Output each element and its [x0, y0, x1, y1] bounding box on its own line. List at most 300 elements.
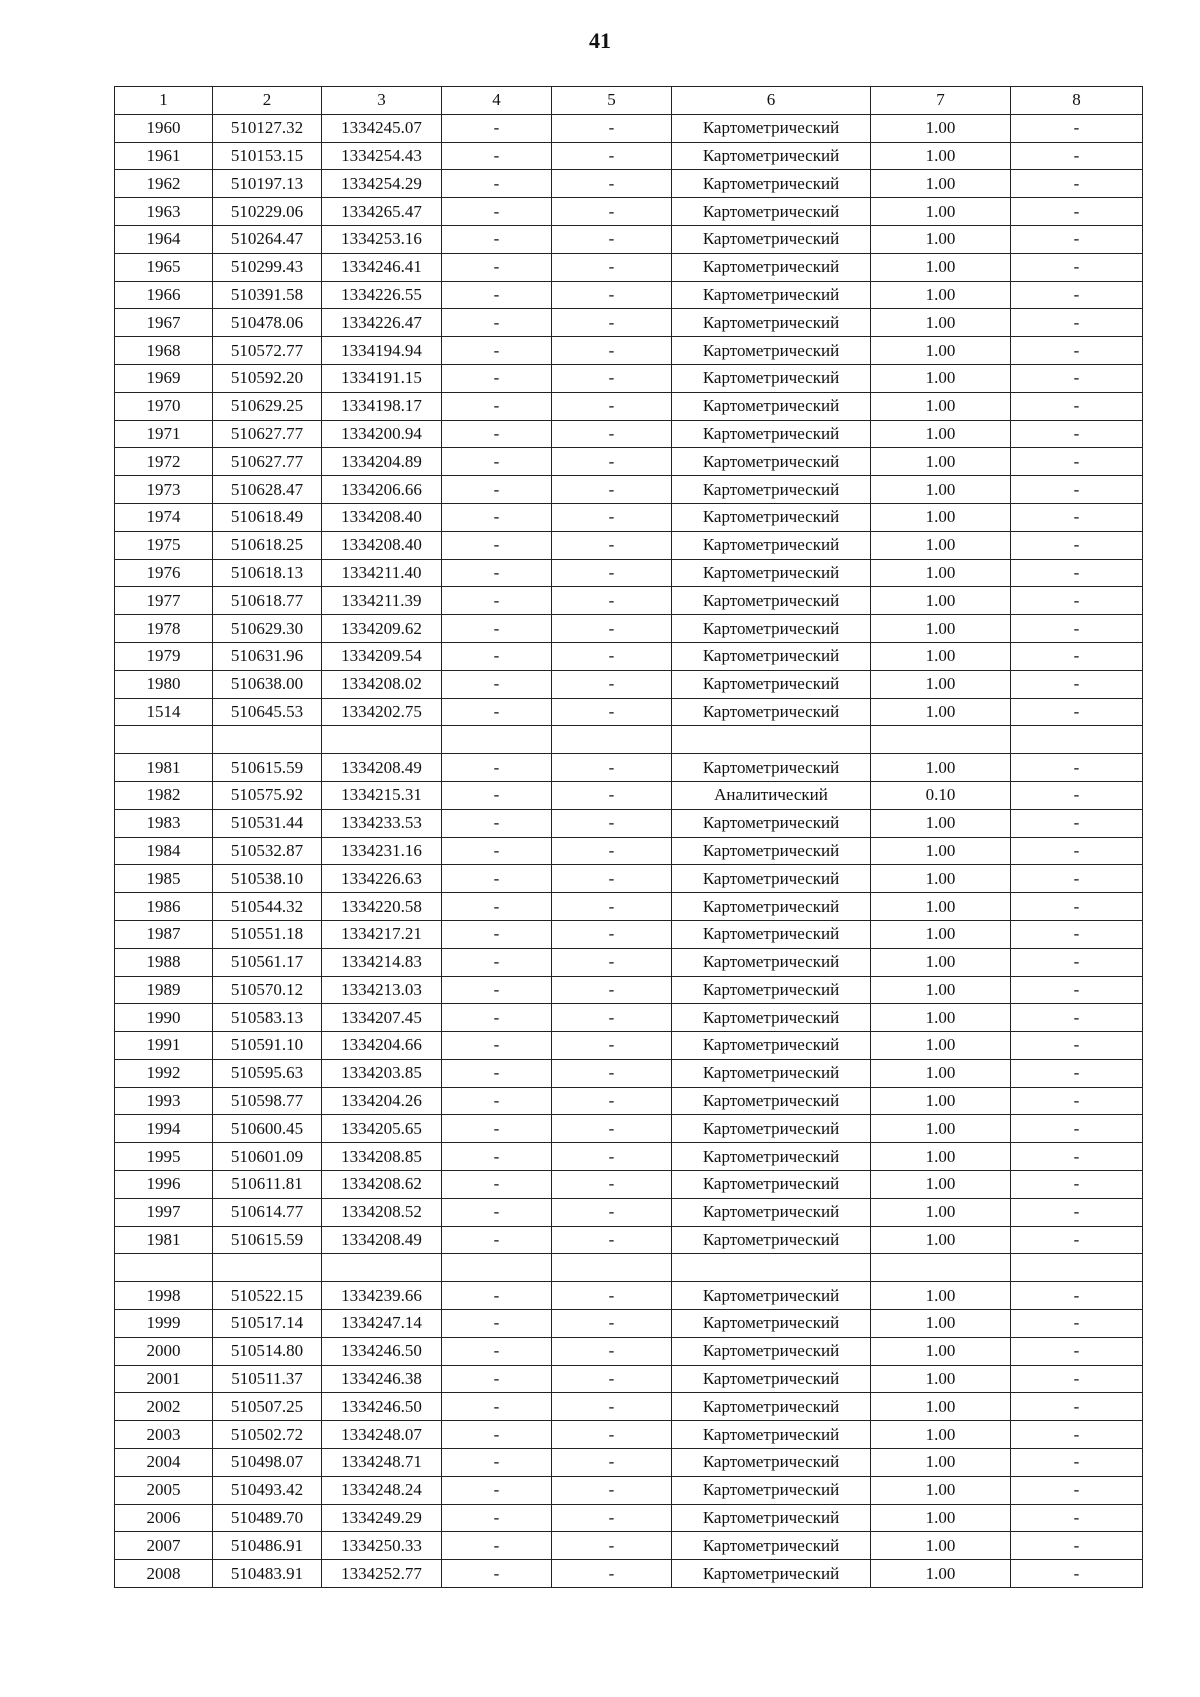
cell-col8-value	[1011, 726, 1143, 754]
cell-coordinate-y: 1334204.89	[322, 448, 442, 476]
cell-coordinate-x: 510486.91	[213, 1532, 322, 1560]
cell-col8-value: -	[1011, 559, 1143, 587]
cell-col5-value: -	[552, 420, 672, 448]
cell-point-number: 1975	[115, 531, 213, 559]
cell-accuracy: 1.00	[871, 615, 1011, 643]
cell-col5-value: -	[552, 476, 672, 504]
table-row	[115, 1532, 1143, 1560]
column-header-3: 3	[322, 87, 442, 115]
cell-col5-value: -	[552, 1171, 672, 1199]
cell-method: Картометрический	[672, 1421, 871, 1449]
cell-col8-value: -	[1011, 253, 1143, 281]
cell-method: Картометрический	[672, 281, 871, 309]
cell-accuracy: 1.00	[871, 1198, 1011, 1226]
cell-col8-value: -	[1011, 1365, 1143, 1393]
cell-coordinate-x	[213, 726, 322, 754]
table-row	[115, 976, 1143, 1004]
cell-coordinate-y: 1334250.33	[322, 1532, 442, 1560]
cell-accuracy: 1.00	[871, 559, 1011, 587]
cell-point-number: 1976	[115, 559, 213, 587]
cell-accuracy: 1.00	[871, 1504, 1011, 1532]
cell-col4-value: -	[442, 1560, 552, 1588]
cell-accuracy: 1.00	[871, 1004, 1011, 1032]
cell-coordinate-y: 1334254.29	[322, 170, 442, 198]
cell-coordinate-y: 1334208.49	[322, 754, 442, 782]
table-row	[115, 1254, 1143, 1282]
cell-col4-value: -	[442, 587, 552, 615]
cell-coordinate-x: 510595.63	[213, 1059, 322, 1087]
cell-point-number: 2000	[115, 1337, 213, 1365]
cell-coordinate-x: 510544.32	[213, 893, 322, 921]
cell-col5-value: -	[552, 1532, 672, 1560]
cell-col4-value: -	[442, 781, 552, 809]
cell-col4-value: -	[442, 1532, 552, 1560]
cell-point-number: 1993	[115, 1087, 213, 1115]
page-number: 41	[589, 28, 611, 53]
cell-method: Картометрический	[672, 198, 871, 226]
cell-coordinate-x: 510629.30	[213, 615, 322, 643]
cell-point-number: 2004	[115, 1449, 213, 1477]
cell-col4-value: -	[442, 1115, 552, 1143]
cell-accuracy: 1.00	[871, 920, 1011, 948]
cell-method: Картометрический	[672, 225, 871, 253]
table-row	[115, 281, 1143, 309]
cell-method: Картометрический	[672, 1393, 871, 1421]
cell-col5-value: -	[552, 837, 672, 865]
cell-method: Картометрический	[672, 948, 871, 976]
cell-coordinate-y: 1334217.21	[322, 920, 442, 948]
cell-col5-value: -	[552, 893, 672, 921]
cell-accuracy: 1.00	[871, 587, 1011, 615]
cell-col5-value: -	[552, 170, 672, 198]
cell-coordinate-x: 510583.13	[213, 1004, 322, 1032]
cell-col5-value: -	[552, 1226, 672, 1254]
cell-method: Картометрический	[672, 893, 871, 921]
coordinates-table	[114, 86, 1143, 1588]
table-row	[115, 837, 1143, 865]
column-header-2: 2	[213, 87, 322, 115]
cell-col5-value: -	[552, 114, 672, 142]
cell-coordinate-y: 1334191.15	[322, 364, 442, 392]
cell-col8-value: -	[1011, 198, 1143, 226]
cell-col4-value: -	[442, 253, 552, 281]
cell-point-number: 1960	[115, 114, 213, 142]
table-row	[115, 225, 1143, 253]
cell-col8-value: -	[1011, 309, 1143, 337]
cell-coordinate-y: 1334209.62	[322, 615, 442, 643]
table-row	[115, 253, 1143, 281]
cell-coordinate-y: 1334248.24	[322, 1476, 442, 1504]
cell-method: Картометрический	[672, 420, 871, 448]
cell-col5-value: -	[552, 976, 672, 1004]
cell-accuracy	[871, 726, 1011, 754]
cell-col8-value: -	[1011, 531, 1143, 559]
cell-col5-value: -	[552, 1282, 672, 1310]
cell-point-number	[115, 726, 213, 754]
cell-point-number: 1969	[115, 364, 213, 392]
cell-col4-value: -	[442, 114, 552, 142]
cell-coordinate-x: 510618.77	[213, 587, 322, 615]
cell-col4-value: -	[442, 309, 552, 337]
cell-coordinate-x: 510502.72	[213, 1421, 322, 1449]
cell-col4-value: -	[442, 865, 552, 893]
cell-col4-value: -	[442, 170, 552, 198]
cell-col8-value: -	[1011, 170, 1143, 198]
cell-coordinate-y: 1334220.58	[322, 893, 442, 921]
cell-point-number: 1996	[115, 1171, 213, 1199]
cell-method: Картометрический	[672, 448, 871, 476]
cell-point-number: 2005	[115, 1476, 213, 1504]
cell-accuracy: 1.00	[871, 1171, 1011, 1199]
cell-col4-value: -	[442, 670, 552, 698]
table-row	[115, 893, 1143, 921]
cell-method: Картометрический	[672, 1365, 871, 1393]
table-row	[115, 615, 1143, 643]
cell-point-number: 1981	[115, 754, 213, 782]
cell-coordinate-x: 510598.77	[213, 1087, 322, 1115]
table-row	[115, 420, 1143, 448]
cell-col5-value: -	[552, 1421, 672, 1449]
cell-point-number: 1984	[115, 837, 213, 865]
cell-point-number: 1974	[115, 503, 213, 531]
cell-col4-value: -	[442, 476, 552, 504]
cell-col8-value: -	[1011, 893, 1143, 921]
cell-col8-value: -	[1011, 920, 1143, 948]
cell-coordinate-y: 1334233.53	[322, 809, 442, 837]
cell-col5-value: -	[552, 1476, 672, 1504]
table-row	[115, 1365, 1143, 1393]
cell-method: Картометрический	[672, 1143, 871, 1171]
cell-coordinate-x: 510127.32	[213, 114, 322, 142]
cell-coordinate-x: 510627.77	[213, 420, 322, 448]
cell-point-number: 1961	[115, 142, 213, 170]
cell-method	[672, 1254, 871, 1282]
cell-col8-value: -	[1011, 142, 1143, 170]
cell-col5-value: -	[552, 1004, 672, 1032]
cell-col8-value: -	[1011, 1504, 1143, 1532]
cell-method: Картометрический	[672, 392, 871, 420]
cell-coordinate-x: 510561.17	[213, 948, 322, 976]
cell-accuracy: 0.10	[871, 781, 1011, 809]
table-row	[115, 642, 1143, 670]
cell-col5-value: -	[552, 253, 672, 281]
cell-accuracy: 1.00	[871, 837, 1011, 865]
cell-coordinate-x: 510538.10	[213, 865, 322, 893]
cell-col8-value: -	[1011, 503, 1143, 531]
cell-point-number: 1964	[115, 225, 213, 253]
table-row	[115, 1226, 1143, 1254]
cell-method: Картометрический	[672, 1532, 871, 1560]
cell-point-number: 1991	[115, 1032, 213, 1060]
cell-point-number: 2006	[115, 1504, 213, 1532]
cell-accuracy	[871, 1254, 1011, 1282]
table-body	[115, 114, 1143, 1587]
cell-col5-value: -	[552, 559, 672, 587]
cell-col4-value: -	[442, 615, 552, 643]
cell-method: Картометрический	[672, 476, 871, 504]
cell-col8-value: -	[1011, 337, 1143, 365]
cell-accuracy: 1.00	[871, 1560, 1011, 1588]
cell-coordinate-x: 510532.87	[213, 837, 322, 865]
cell-col4-value: -	[442, 1310, 552, 1338]
cell-col8-value: -	[1011, 698, 1143, 726]
cell-col8-value: -	[1011, 1449, 1143, 1477]
cell-coordinate-y: 1334246.50	[322, 1393, 442, 1421]
cell-col5-value: -	[552, 587, 672, 615]
cell-method: Картометрический	[672, 587, 871, 615]
table-row	[115, 309, 1143, 337]
cell-col8-value: -	[1011, 392, 1143, 420]
cell-col8-value: -	[1011, 1004, 1143, 1032]
cell-col8-value: -	[1011, 1532, 1143, 1560]
cell-coordinate-y: 1334204.26	[322, 1087, 442, 1115]
cell-coordinate-x: 510614.77	[213, 1198, 322, 1226]
cell-coordinate-x: 510229.06	[213, 198, 322, 226]
cell-col4-value: -	[442, 1421, 552, 1449]
cell-col8-value: -	[1011, 1032, 1143, 1060]
cell-coordinate-x: 510551.18	[213, 920, 322, 948]
cell-col8-value: -	[1011, 781, 1143, 809]
cell-col4-value: -	[442, 1143, 552, 1171]
cell-coordinate-y: 1334253.16	[322, 225, 442, 253]
cell-col5-value: -	[552, 392, 672, 420]
cell-coordinate-y: 1334204.66	[322, 1032, 442, 1060]
cell-col8-value: -	[1011, 364, 1143, 392]
cell-accuracy: 1.00	[871, 309, 1011, 337]
cell-col5-value: -	[552, 615, 672, 643]
cell-col5-value: -	[552, 448, 672, 476]
cell-coordinate-x: 510618.49	[213, 503, 322, 531]
cell-col4-value: -	[442, 364, 552, 392]
cell-col4-value: -	[442, 559, 552, 587]
table-header-row	[115, 87, 1143, 115]
cell-accuracy: 1.00	[871, 893, 1011, 921]
cell-accuracy: 1.00	[871, 114, 1011, 142]
cell-col5-value: -	[552, 503, 672, 531]
cell-coordinate-y: 1334246.38	[322, 1365, 442, 1393]
table-row	[115, 142, 1143, 170]
cell-coordinate-y: 1334194.94	[322, 337, 442, 365]
cell-accuracy: 1.00	[871, 1226, 1011, 1254]
table-row	[115, 698, 1143, 726]
cell-method: Картометрический	[672, 865, 871, 893]
cell-col5-value: -	[552, 642, 672, 670]
cell-point-number: 1970	[115, 392, 213, 420]
cell-point-number: 1997	[115, 1198, 213, 1226]
cell-col4-value: -	[442, 948, 552, 976]
cell-col8-value: -	[1011, 1198, 1143, 1226]
column-header-7: 7	[871, 87, 1011, 115]
cell-col4-value: -	[442, 920, 552, 948]
cell-col8-value: -	[1011, 1282, 1143, 1310]
table-row	[115, 1310, 1143, 1338]
column-header-4: 4	[442, 87, 552, 115]
cell-coordinate-y: 1334231.16	[322, 837, 442, 865]
cell-point-number: 1978	[115, 615, 213, 643]
cell-col5-value: -	[552, 1560, 672, 1588]
cell-method: Картометрический	[672, 837, 871, 865]
cell-accuracy: 1.00	[871, 642, 1011, 670]
cell-col8-value: -	[1011, 1087, 1143, 1115]
table-row	[115, 1059, 1143, 1087]
cell-point-number: 1995	[115, 1143, 213, 1171]
cell-point-number: 1988	[115, 948, 213, 976]
cell-accuracy: 1.00	[871, 253, 1011, 281]
cell-point-number: 1977	[115, 587, 213, 615]
cell-method: Картометрический	[672, 364, 871, 392]
cell-coordinate-x: 510299.43	[213, 253, 322, 281]
cell-point-number: 1998	[115, 1282, 213, 1310]
cell-point-number: 1992	[115, 1059, 213, 1087]
table-row	[115, 865, 1143, 893]
cell-accuracy: 1.00	[871, 754, 1011, 782]
column-header-5: 5	[552, 87, 672, 115]
cell-col5-value: -	[552, 865, 672, 893]
cell-accuracy: 1.00	[871, 364, 1011, 392]
cell-method: Картометрический	[672, 142, 871, 170]
cell-accuracy: 1.00	[871, 1115, 1011, 1143]
cell-col4-value: -	[442, 1087, 552, 1115]
table-row	[115, 1087, 1143, 1115]
cell-col8-value: -	[1011, 1310, 1143, 1338]
cell-col8-value: -	[1011, 1226, 1143, 1254]
cell-col4-value: -	[442, 642, 552, 670]
cell-coordinate-y: 1334208.40	[322, 503, 442, 531]
table-row	[115, 754, 1143, 782]
cell-point-number: 2008	[115, 1560, 213, 1588]
cell-col8-value: -	[1011, 1560, 1143, 1588]
cell-col4-value: -	[442, 754, 552, 782]
cell-col8-value: -	[1011, 754, 1143, 782]
cell-coordinate-y: 1334205.65	[322, 1115, 442, 1143]
cell-accuracy: 1.00	[871, 1393, 1011, 1421]
cell-col4-value: -	[442, 809, 552, 837]
cell-coordinate-x: 510629.25	[213, 392, 322, 420]
cell-point-number: 1967	[115, 309, 213, 337]
cell-coordinate-x: 510611.81	[213, 1171, 322, 1199]
cell-col5-value: -	[552, 1059, 672, 1087]
cell-col8-value: -	[1011, 1393, 1143, 1421]
cell-coordinate-y: 1334208.52	[322, 1198, 442, 1226]
cell-point-number: 1981	[115, 1226, 213, 1254]
cell-coordinate-y: 1334226.55	[322, 281, 442, 309]
cell-accuracy: 1.00	[871, 503, 1011, 531]
table-row	[115, 781, 1143, 809]
cell-col8-value: -	[1011, 1421, 1143, 1449]
column-header-8: 8	[1011, 87, 1143, 115]
table-row	[115, 170, 1143, 198]
cell-point-number: 1972	[115, 448, 213, 476]
cell-coordinate-x: 510627.77	[213, 448, 322, 476]
cell-coordinate-y: 1334248.71	[322, 1449, 442, 1477]
cell-col8-value: -	[1011, 225, 1143, 253]
cell-point-number: 2007	[115, 1532, 213, 1560]
cell-coordinate-y: 1334211.40	[322, 559, 442, 587]
table-row	[115, 587, 1143, 615]
cell-coordinate-x: 510197.13	[213, 170, 322, 198]
cell-col5-value: -	[552, 1198, 672, 1226]
cell-col4-value: -	[442, 142, 552, 170]
cell-accuracy: 1.00	[871, 281, 1011, 309]
cell-accuracy: 1.00	[871, 448, 1011, 476]
cell-col8-value: -	[1011, 837, 1143, 865]
cell-accuracy: 1.00	[871, 225, 1011, 253]
cell-method: Картометрический	[672, 1310, 871, 1338]
cell-coordinate-x: 510531.44	[213, 809, 322, 837]
cell-method: Картометрический	[672, 1337, 871, 1365]
cell-accuracy: 1.00	[871, 1365, 1011, 1393]
table-row	[115, 114, 1143, 142]
cell-coordinate-y: 1334215.31	[322, 781, 442, 809]
cell-accuracy: 1.00	[871, 948, 1011, 976]
table-row	[115, 392, 1143, 420]
cell-point-number: 1973	[115, 476, 213, 504]
cell-accuracy: 1.00	[871, 1059, 1011, 1087]
cell-accuracy: 1.00	[871, 1032, 1011, 1060]
cell-accuracy: 1.00	[871, 1310, 1011, 1338]
cell-method: Картометрический	[672, 615, 871, 643]
cell-method: Картометрический	[672, 1171, 871, 1199]
cell-method: Картометрический	[672, 1198, 871, 1226]
cell-method: Картометрический	[672, 1476, 871, 1504]
cell-col4-value: -	[442, 225, 552, 253]
cell-coordinate-x	[213, 1254, 322, 1282]
table-row	[115, 364, 1143, 392]
table-row	[115, 1504, 1143, 1532]
cell-coordinate-y: 1334252.77	[322, 1560, 442, 1588]
cell-point-number: 1962	[115, 170, 213, 198]
cell-accuracy: 1.00	[871, 1449, 1011, 1477]
cell-col5-value: -	[552, 1393, 672, 1421]
cell-coordinate-y: 1334207.45	[322, 1004, 442, 1032]
cell-coordinate-x: 510600.45	[213, 1115, 322, 1143]
cell-coordinate-x: 510615.59	[213, 754, 322, 782]
cell-method	[672, 726, 871, 754]
cell-coordinate-y: 1334213.03	[322, 976, 442, 1004]
cell-coordinate-y: 1334248.07	[322, 1421, 442, 1449]
cell-coordinate-x: 510638.00	[213, 670, 322, 698]
cell-coordinate-y: 1334254.43	[322, 142, 442, 170]
cell-accuracy: 1.00	[871, 420, 1011, 448]
cell-col8-value: -	[1011, 1115, 1143, 1143]
cell-col5-value: -	[552, 920, 672, 948]
cell-point-number: 1980	[115, 670, 213, 698]
table-row	[115, 1171, 1143, 1199]
table-row	[115, 1198, 1143, 1226]
cell-coordinate-x: 510618.25	[213, 531, 322, 559]
cell-point-number: 1966	[115, 281, 213, 309]
cell-point-number: 1982	[115, 781, 213, 809]
cell-col8-value: -	[1011, 976, 1143, 1004]
cell-method: Картометрический	[672, 503, 871, 531]
cell-method: Картометрический	[672, 1087, 871, 1115]
cell-coordinate-x: 510645.53	[213, 698, 322, 726]
cell-col8-value: -	[1011, 1171, 1143, 1199]
cell-coordinate-y: 1334208.40	[322, 531, 442, 559]
cell-accuracy: 1.00	[871, 1421, 1011, 1449]
cell-method: Картометрический	[672, 114, 871, 142]
cell-col4-value: -	[442, 1449, 552, 1477]
cell-col4-value	[442, 1254, 552, 1282]
cell-point-number: 1985	[115, 865, 213, 893]
cell-method: Аналитический	[672, 781, 871, 809]
cell-col8-value: -	[1011, 1059, 1143, 1087]
cell-coordinate-x: 510628.47	[213, 476, 322, 504]
cell-col4-value: -	[442, 1504, 552, 1532]
cell-col8-value: -	[1011, 476, 1143, 504]
cell-coordinate-y: 1334202.75	[322, 698, 442, 726]
cell-col4-value	[442, 726, 552, 754]
